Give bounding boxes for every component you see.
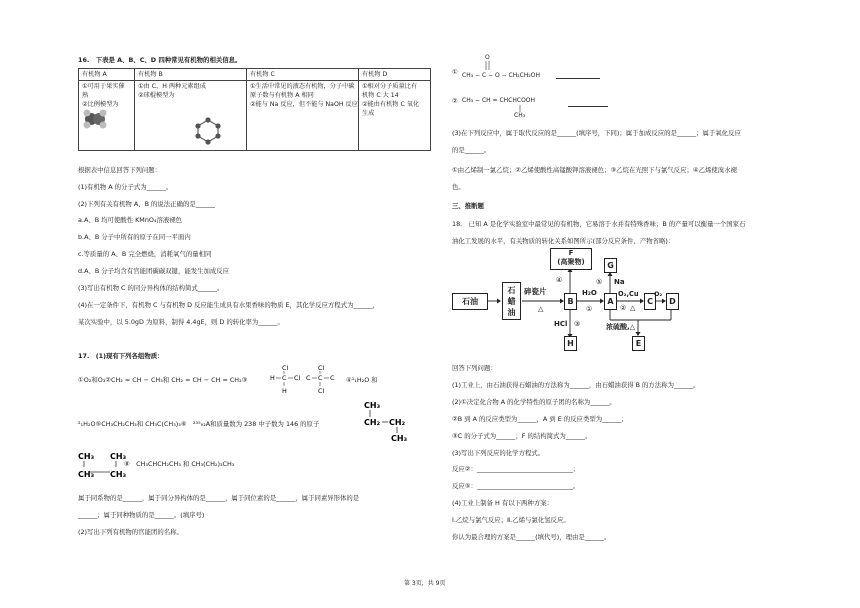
atom-label: C <box>330 374 335 382</box>
item2-number: ② <box>452 97 458 105</box>
q17-line1: ①O₂和O₃②CH₂ = CH − CH₃和 CH₂ = CH − CH = CH₂③ <box>78 376 248 384</box>
reaction-diagram <box>450 248 680 350</box>
atom-label: H <box>270 374 275 382</box>
q16-info-table <box>78 68 431 151</box>
q16-opt-d: d.A、B 分子均含有官能团碳碳双键，能发生加成反应 <box>78 267 230 275</box>
q17-line2: ²₁H₂O⑤CH₃CH₂CH₃和 CH₃C(CH₃)₃⑥ ²³⁵₉₂A和质量数为 238 中子数为 146 的原子 <box>78 420 320 428</box>
q16-q2: (2)下列有关有机物 A、B 的说法正确的是______ <box>78 200 215 208</box>
svg-text:CH₃: CH₃ <box>364 401 381 410</box>
item2-formula: CH₃ − CH = CHCHCOOH <box>462 97 536 104</box>
section-heading: 三、推断题 <box>452 202 484 210</box>
atom-label: C <box>282 374 287 382</box>
node-H: H <box>564 336 577 351</box>
q18-reaction2: 反应②：______________________________； <box>452 465 580 473</box>
page-footer: 第 3页，共 9页 <box>404 580 446 587</box>
q18-reaction5: 反应⑤：______________________________。 <box>452 482 580 490</box>
q17-title: 17. (1)现有下列各组物质： <box>78 352 164 360</box>
item2-answer-blank[interactable] <box>568 100 608 107</box>
node-C: C <box>644 293 656 310</box>
atom-label: Cl <box>282 364 289 372</box>
q17-ans-line2: ______；属于同种物质的是______。(填序号) <box>78 511 205 519</box>
branched-alkane-structure-1 <box>356 400 430 444</box>
cell-a: ①可用于果实催 熟 ②比例模型为 <box>79 81 135 151</box>
space-filling-model-icon <box>82 109 108 129</box>
label-circle3: ③ <box>574 320 581 328</box>
dichloromethane-structure <box>268 362 348 410</box>
q16-q4-line2: 某次实验中，以 5.0gD 为原料，制得 4.4gE，则 D 的转化率为______。 <box>78 318 284 326</box>
q18-q4: (3)写出下列反应的化学方程式。 <box>452 449 545 457</box>
q18-q5b: Ⅰ.乙烷与氯气反应；Ⅱ.乙烯与氯化氢反应。 <box>452 516 570 524</box>
svg-text:CH₃: CH₃ <box>78 470 95 479</box>
q17-line3: ⑧ CH₃CHCH₂CH₃ 和 CH₃(CH₂)₃CH₃ <box>124 460 235 468</box>
label-circle4: ④ <box>556 276 563 284</box>
q16-q3: (3)写出有机物 C 的同分异构体的结构简式______。 <box>78 284 224 292</box>
q18-intro2: 油化工发展的水平，有关物质的转化关系如图所示(部分反应条件、产物省略)： <box>452 237 675 245</box>
header-a: 有机物 A <box>79 69 135 81</box>
node-shilayou: 石 蜡 油 <box>502 282 521 320</box>
atom-label: C <box>306 374 311 382</box>
label-nongliusuan: 浓硫酸,△ <box>606 323 636 331</box>
label-o2: O₂ <box>654 290 663 298</box>
q17-q3: (3)在下列反应中，属于取代反应的是______(填序号，下同)；属于加成反应的是______；属于氧化反应 <box>452 129 741 137</box>
q16-opt-a: a.A、B 均可使酸性 KMnO₄溶液褪色 <box>78 216 183 224</box>
header-b: 有机物 B <box>135 69 247 81</box>
label-circle1: ① <box>586 305 593 313</box>
header-d: 有机物 D <box>359 69 431 81</box>
atom-label: H <box>282 387 287 395</box>
q17-q3c: ①由乙烯制一氯乙烷；②乙烯使酸性高锰酸钾溶液褪色；③乙烷在光照下与氯气反应；④乙烯使溴水褪 <box>452 166 737 174</box>
node-F: F (高聚物) <box>550 248 592 270</box>
q18-q3: ③C 的分子式为______；F 的结构简式为______。 <box>452 432 592 440</box>
atom-label: Cl <box>318 387 325 395</box>
branched-alkane-structure-2 <box>76 450 146 496</box>
atom-label: C <box>318 374 323 382</box>
item1-carbonyl-o: O <box>485 54 490 61</box>
node-B: B <box>564 293 577 310</box>
svg-text:CH₃: CH₃ <box>391 434 408 443</box>
label-h2o: H₂O <box>582 289 597 297</box>
label-delta-2: △ <box>630 304 636 312</box>
item2-branch: CH₃ <box>514 112 526 119</box>
svg-text:CH₃: CH₃ <box>78 452 95 461</box>
q16-title: 16. 下表是 A、B、C、D 四种常见有机物的相关信息。 <box>78 56 242 64</box>
label-delta-1: △ <box>538 305 544 313</box>
label-circle5: ⑤ <box>596 278 603 286</box>
q17-q3d: 色。 <box>452 183 465 191</box>
item1-number: ① <box>452 68 458 76</box>
item1-answer-blank[interactable] <box>556 72 600 79</box>
q18-intro1: 18. 已知 A 是化学实验室中最常见的有机物，它易溶于水并有特殊香味；B 的产量可以衡量一个国家石 <box>452 220 746 228</box>
label-o2cu: O₂,Cu <box>618 290 639 298</box>
label-circle2: ② <box>620 304 627 312</box>
q18-q5c: 你认为最合理的方案是______(填代号)，理由是______。 <box>452 533 611 541</box>
q18-q5: (4)工业上制备 H 有以下两种方案： <box>452 499 553 507</box>
label-na: Na <box>614 278 625 286</box>
q16-opt-c: c.等质量的 A、B 完全燃烧，消耗氧气的量相同 <box>78 250 212 258</box>
q17-line1-end: ④¹₁H₂O 和 <box>346 376 378 384</box>
atom-label: Cl <box>294 374 301 382</box>
q18-q2: (2)①决定化合物 A 的化学特性的原子团的名称为______。 <box>452 398 616 406</box>
cell-b: ①由 C、H 两种元素组成 ②球棍模型为 <box>135 81 247 151</box>
label-suici: 碎瓷片 <box>524 287 547 296</box>
q16-opt-b: b.A、B 分子中所有的原子在同一平面内 <box>78 233 191 241</box>
item1-formula: CH₃ − C − O − CH₂CH₂OH <box>462 72 540 79</box>
q16-prompt: 根据表中信息回答下列问题： <box>78 166 162 174</box>
node-A: A <box>604 293 617 310</box>
q17-ans-line1: 属于同系物的是______，属于同分异构体的是______，属于同位素的是______，属于同素异形体的是 <box>78 494 360 502</box>
q18-q1: (1)工业上，由石油获得石蜡油的方法称为______，由石蜡油获得 B 的方法称为______。 <box>452 381 700 389</box>
atom-label: Cl <box>318 364 325 372</box>
svg-text:CH₂: CH₂ <box>389 418 406 427</box>
q16-q4-line1: (4)在一定条件下，有机物 C 与有机物 D 反应能生成具有水果香味的物质 E，其化学反应方程式为______， <box>78 301 380 309</box>
cell-c: ①生活中常见的液态有机物，分子中碳 原子数与有机物 A 相同 ②能与 Na 反应，但不能与 NaOH 反应 <box>247 81 359 151</box>
q18-q2b: ②B 到 A 的反应类型为______，A 到 E 的反应类型为______； <box>452 415 628 423</box>
svg-text:CH₃: CH₃ <box>110 452 127 461</box>
label-hcl: HCl <box>554 320 568 328</box>
svg-text:CH₃: CH₃ <box>110 470 127 479</box>
q16-q1: (1)有机物 A 的分子式为______。 <box>78 183 173 191</box>
cell-d: ①相对分子质量比有 机物 C 大 14 ②能由有机物 C 氧化 生成 <box>359 81 431 151</box>
node-D: D <box>666 293 679 310</box>
q17-q2: (2)写出下列有机物的官能团的名称。 <box>78 528 183 536</box>
q17-q3b: 的是______。 <box>452 146 491 154</box>
ball-stick-model-icon <box>194 116 222 146</box>
node-E: E <box>632 336 645 351</box>
node-G: G <box>604 258 617 273</box>
svg-text:CH₂: CH₂ <box>364 418 381 427</box>
node-shiyou: 石油 <box>452 293 488 310</box>
q18-prompt: 回答下列问题： <box>452 364 497 372</box>
header-c: 有机物 C <box>247 69 359 81</box>
